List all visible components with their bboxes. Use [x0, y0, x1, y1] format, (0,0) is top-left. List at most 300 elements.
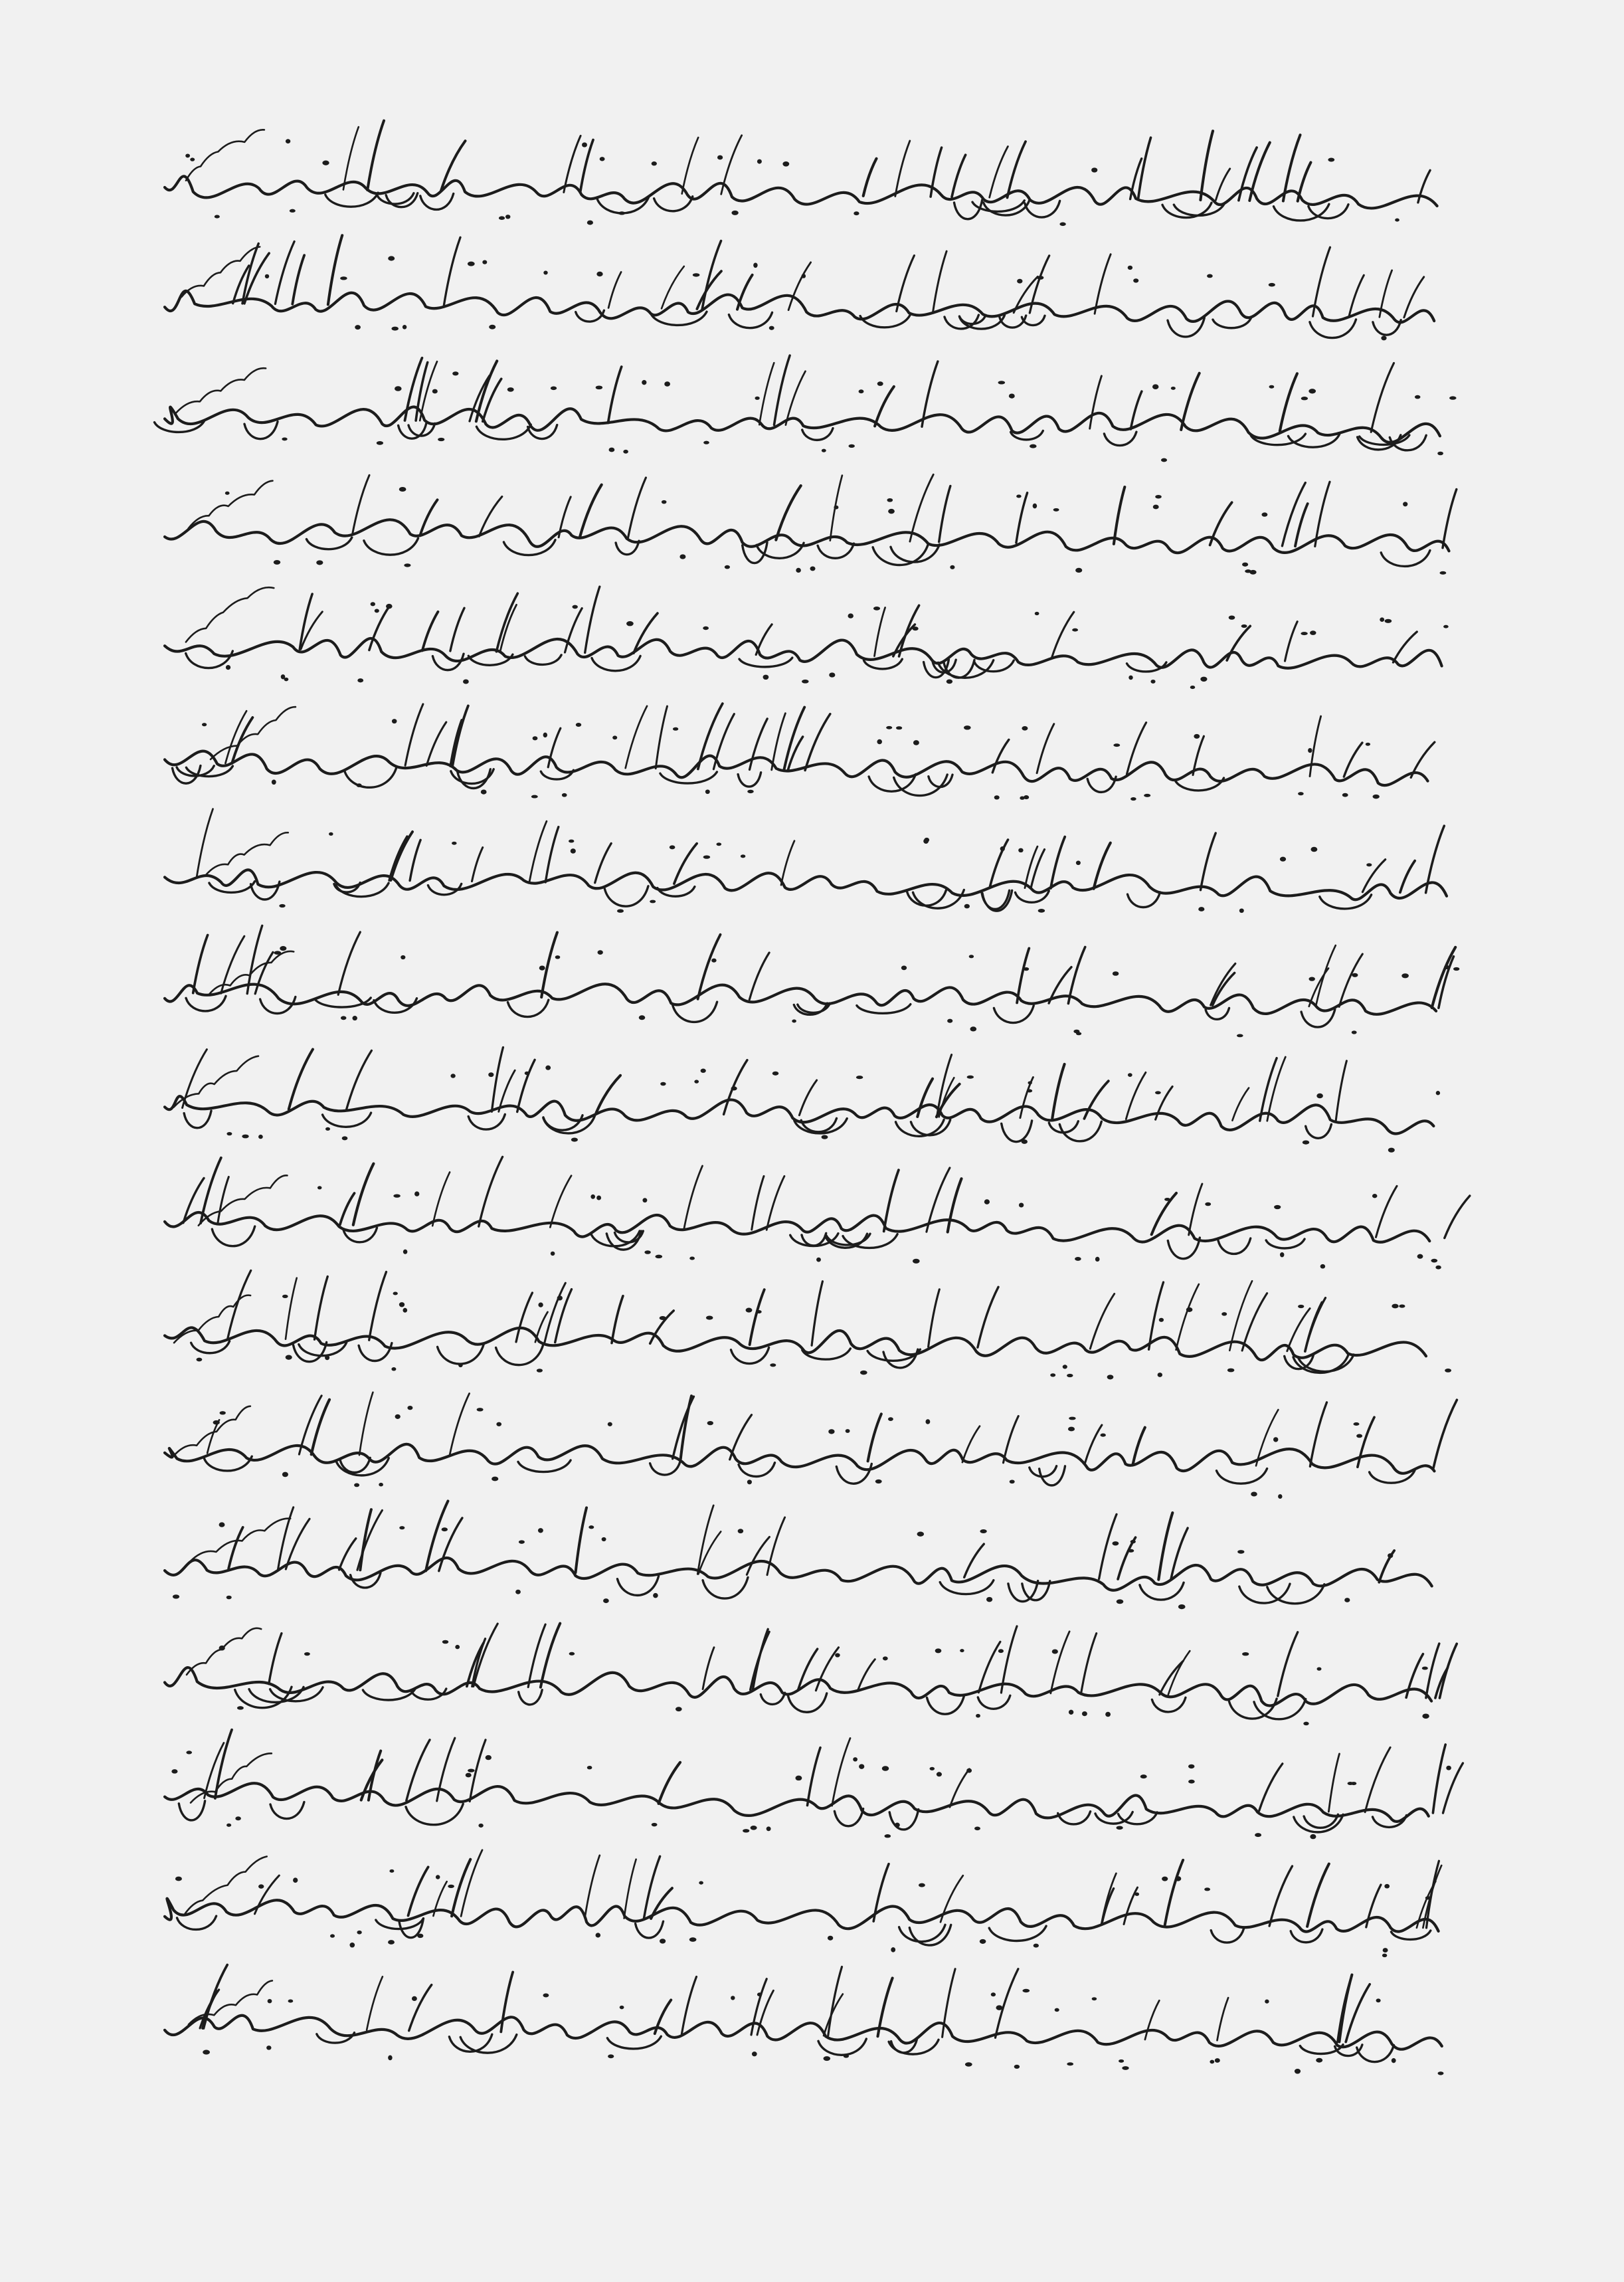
diacritic-dot: [1301, 632, 1307, 635]
diacritic-dot: [1161, 458, 1167, 462]
diacritic-dot: [185, 153, 190, 157]
diacritic-dot: [1303, 1722, 1308, 1726]
diacritic-dot: [389, 1869, 394, 1873]
diacritic-dot: [913, 1259, 920, 1264]
diacritic-dot: [576, 723, 581, 727]
diacritic-dot: [1175, 1876, 1181, 1881]
diacritic-dot: [1443, 625, 1449, 628]
diacritic-dot: [964, 904, 970, 909]
diacritic-dot: [539, 965, 545, 970]
diacritic-dot: [279, 904, 285, 907]
diacritic-dot: [569, 840, 574, 843]
diacritic-dot: [1401, 973, 1409, 978]
diacritic-dot: [1403, 502, 1407, 506]
diacritic-dot: [884, 1834, 891, 1838]
diacritic-dot: [844, 2054, 849, 2057]
diacritic-dot: [996, 2005, 1002, 2010]
diacritic-dot: [828, 1936, 833, 1941]
diacritic-dot: [496, 1422, 501, 1426]
diacritic-dot: [293, 1877, 298, 1883]
diacritic-dot: [998, 1649, 1004, 1653]
diacritic-dot: [1395, 219, 1399, 222]
diacritic-dot: [486, 1755, 492, 1760]
diacritic-dot: [482, 260, 487, 264]
diacritic-dot: [984, 1199, 990, 1204]
diacritic-dot: [1352, 973, 1358, 977]
diacritic-dot: [596, 385, 603, 389]
diacritic-dot: [824, 2056, 830, 2061]
diacritic-dot: [1308, 977, 1314, 981]
diacritic-dot: [770, 1363, 776, 1367]
diacritic-dot: [1221, 1312, 1227, 1316]
diacritic-dot: [1453, 967, 1459, 971]
diacritic-dot: [399, 1302, 405, 1307]
diacritic-dot: [1417, 1254, 1423, 1259]
diacritic-dot: [1273, 1437, 1278, 1442]
diacritic-dot: [1278, 1494, 1282, 1499]
diacritic-dot: [960, 1649, 964, 1652]
diacritic-dot: [731, 1086, 737, 1090]
diacritic-dot: [1348, 1782, 1354, 1785]
diacritic-dot: [175, 1877, 182, 1881]
diacritic-dot: [1280, 1252, 1284, 1257]
diacritic-dot: [1134, 1892, 1139, 1895]
diacritic-dot: [969, 955, 974, 958]
diacritic-dot: [489, 325, 496, 330]
diacritic-dot: [1352, 1030, 1357, 1034]
diacritic-dot: [1353, 1422, 1359, 1426]
diacritic-dot: [1383, 1948, 1388, 1952]
diacritic-dot: [970, 1026, 976, 1031]
diacritic-dot: [1020, 796, 1024, 799]
diacritic-dot: [417, 1934, 423, 1939]
diacritic-dot: [660, 1939, 666, 1943]
diacritic-dot: [1053, 508, 1059, 512]
diacritic-dot: [481, 790, 487, 795]
diacritic-dot: [986, 1597, 992, 1602]
diacritic-dot: [1075, 568, 1082, 573]
diacritic-dot: [242, 1135, 248, 1139]
diacritic-dot: [403, 1308, 407, 1313]
diacritic-dot: [282, 437, 287, 440]
diacritic-dot: [1024, 967, 1029, 971]
diacritic-dot: [795, 1776, 802, 1781]
diacritic-dot: [623, 450, 628, 454]
diacritic-dot: [717, 155, 723, 160]
diacritic-dot: [468, 262, 475, 266]
diacritic-dot: [1438, 2071, 1444, 2075]
diacritic-dot: [994, 795, 1000, 799]
diacritic-dot: [1269, 283, 1275, 287]
diacritic-dot: [1033, 504, 1038, 509]
diacritic-dot: [379, 1483, 383, 1487]
diacritic-dot: [792, 1020, 796, 1023]
diacritic-dot: [642, 380, 646, 385]
diacritic-dot: [976, 1714, 980, 1718]
diacritic-dot: [1035, 612, 1039, 615]
diacritic-dot: [357, 678, 363, 682]
diacritic-dot: [769, 326, 774, 330]
diacritic-dot: [538, 1528, 543, 1533]
diacritic-dot: [747, 1479, 752, 1484]
diacritic-dot: [1200, 677, 1207, 682]
diacritic-dot: [1242, 1652, 1249, 1656]
diacritic-dot: [304, 1652, 310, 1656]
diacritic-dot: [452, 371, 458, 375]
diacritic-dot: [1366, 863, 1372, 866]
diacritic-dot: [1164, 1198, 1170, 1201]
diacritic-dot: [755, 397, 759, 400]
diacritic-dot: [699, 1881, 703, 1885]
diacritic-dot: [1144, 794, 1150, 797]
diacritic-dot: [499, 216, 505, 220]
diacritic-dot: [1227, 1369, 1235, 1373]
diacritic-dot: [284, 678, 289, 681]
diacritic-dot: [220, 1411, 226, 1414]
diacritic-dot: [1030, 444, 1036, 448]
diacritic-dot: [848, 444, 854, 448]
diacritic-dot: [600, 157, 605, 161]
diacritic-dot: [802, 680, 809, 684]
diacritic-dot: [1162, 1877, 1168, 1881]
diacritic-dot: [612, 735, 617, 739]
diacritic-dot: [703, 626, 709, 630]
diacritic-dot: [399, 1526, 405, 1529]
diacritic-dot: [913, 740, 919, 745]
diacritic-dot: [725, 565, 730, 569]
diacritic-dot: [477, 1408, 484, 1411]
diacritic-dot: [1392, 2058, 1396, 2063]
diacritic-dot: [226, 1596, 232, 1600]
diacritic-dot: [835, 1653, 840, 1657]
diacritic-dot: [1128, 676, 1133, 680]
diacritic-dot: [215, 215, 220, 219]
diacritic-dot: [1075, 1257, 1081, 1261]
diacritic-dot: [731, 211, 738, 215]
diacritic-dot: [609, 448, 615, 452]
diacritic-dot: [846, 1429, 850, 1433]
diacritic-dot: [388, 2055, 393, 2061]
diacritic-dot: [1310, 1834, 1316, 1839]
diacritic-dot: [543, 1994, 549, 1998]
diacritic-dot: [670, 845, 676, 849]
diacritic-dot: [538, 1303, 543, 1307]
diacritic-dot: [173, 1594, 179, 1598]
diacritic-dot: [596, 1933, 601, 1937]
diacritic-dot: [877, 739, 882, 745]
diacritic-dot: [608, 1422, 612, 1426]
diacritic-dot: [1449, 396, 1457, 399]
diacritic-dot: [274, 560, 281, 565]
diacritic-dot: [442, 1527, 448, 1531]
diacritic-dot: [763, 675, 769, 680]
diacritic-dot: [1242, 563, 1248, 567]
diacritic-dot: [226, 1824, 231, 1827]
diacritic-dot: [377, 441, 383, 445]
diacritic-dot: [1186, 1307, 1193, 1312]
diacritic-dot: [707, 1421, 713, 1425]
diacritic-dot: [913, 626, 919, 630]
diacritic-dot: [537, 1369, 543, 1373]
diacritic-dot: [407, 1406, 412, 1410]
diacritic-dot: [1017, 279, 1022, 284]
diacritic-dot: [1316, 1093, 1323, 1098]
diacritic-dot: [403, 325, 406, 330]
diacritic-dot: [1308, 748, 1312, 753]
diacritic-dot: [998, 381, 1005, 384]
diacritic-dot: [468, 1768, 475, 1772]
diacritic-dot: [1376, 1998, 1381, 2002]
diacritic-dot: [1437, 452, 1443, 456]
diacritic-dot: [590, 1194, 595, 1199]
diacritic-dot: [1356, 1434, 1362, 1438]
diacritic-dot: [1310, 847, 1317, 852]
diacritic-dot: [1076, 1032, 1081, 1036]
diacritic-dot: [822, 449, 826, 452]
diacritic-dot: [1422, 1667, 1428, 1670]
diacritic-dot: [455, 1645, 460, 1649]
diacritic-dot: [1067, 1374, 1073, 1377]
diacritic-dot: [1113, 971, 1119, 976]
diacritic-dot: [329, 832, 333, 836]
diacritic-dot: [829, 672, 835, 677]
diacritic-dot: [1241, 624, 1247, 628]
diacritic-dot: [282, 1472, 288, 1477]
diacritic-dot: [875, 1479, 882, 1483]
diacritic-dot: [716, 842, 721, 846]
diacritic-dot: [442, 1640, 448, 1644]
diacritic-dot: [1435, 1266, 1441, 1270]
diacritic-dot: [1265, 2000, 1269, 2004]
diacritic-dot: [1210, 2060, 1214, 2064]
diacritic-dot: [1342, 793, 1348, 797]
diacritic-dot: [1373, 795, 1380, 799]
diacritic-dot: [1158, 1373, 1162, 1377]
diacritic-dot: [286, 139, 290, 143]
diacritic-dot: [258, 1884, 264, 1888]
diacritic-dot: [1091, 167, 1097, 172]
diacritic-dot: [603, 1598, 609, 1603]
diacritic-dot: [626, 621, 634, 626]
diacritic-dot: [1415, 395, 1421, 399]
diacritic-dot: [947, 680, 952, 684]
diacritic-dot: [935, 1648, 942, 1653]
diacritic-dot: [388, 1940, 395, 1945]
diacritic-dot: [673, 727, 678, 731]
diacritic-dot: [403, 1250, 407, 1254]
diacritic-dot: [190, 157, 195, 161]
diacritic-dot: [533, 736, 538, 740]
diacritic-dot: [1190, 686, 1195, 689]
diacritic-dot: [1298, 792, 1304, 795]
diacritic-dot: [555, 955, 561, 959]
diacritic-dot: [1317, 1667, 1322, 1670]
diacritic-dot: [543, 733, 547, 737]
diacritic-dot: [950, 565, 954, 569]
diacritic-dot: [463, 680, 469, 684]
diacritic-dot: [1316, 2058, 1322, 2063]
diacritic-dot: [330, 1934, 335, 1937]
diacritic-dot: [1076, 861, 1081, 866]
diacritic-dot: [802, 274, 806, 278]
diacritic-dot: [888, 1417, 893, 1421]
diacritic-dot: [1301, 397, 1308, 400]
diacritic-dot: [1204, 1887, 1210, 1891]
diacritic-dot: [452, 842, 457, 845]
diacritic-dot: [557, 1295, 563, 1300]
diacritic-dot: [856, 1076, 863, 1079]
diacritic-dot: [991, 1992, 996, 1996]
diacritic-dot: [1034, 1944, 1039, 1948]
diacritic-dot: [404, 563, 410, 567]
diacritic-dot: [652, 1823, 658, 1826]
diacritic-dot: [272, 780, 276, 785]
diacritic-dot: [375, 609, 379, 613]
diacritic-dot: [395, 386, 402, 391]
diacritic-dot: [620, 2006, 624, 2010]
diacritic-dot: [551, 1252, 555, 1256]
diacritic-dot: [450, 1074, 455, 1078]
diacritic-dot: [392, 719, 397, 723]
diacritic-dot: [1052, 1650, 1058, 1654]
diacritic-dot: [602, 1537, 606, 1541]
diacritic-dot: [679, 554, 685, 559]
diacritic-dot: [414, 1191, 419, 1196]
diacritic-dot: [1055, 2008, 1059, 2012]
diacritic-dot: [1320, 1264, 1325, 1269]
diacritic-dot: [1101, 1434, 1106, 1437]
diacritic-dot: [1425, 1896, 1431, 1899]
diacritic-dot: [810, 566, 815, 571]
diacritic-dot: [664, 381, 670, 387]
diacritic-dot: [772, 1072, 779, 1076]
diacritic-dot: [1069, 1710, 1073, 1715]
diacritic-dot: [525, 1072, 529, 1075]
diacritic-dot: [644, 1250, 650, 1254]
diacritic-dot: [757, 1310, 762, 1313]
diacritic-dot: [1027, 1089, 1032, 1092]
diacritic-dot: [1444, 965, 1449, 969]
diacritic-dot: [919, 1883, 925, 1887]
diacritic-dot: [399, 487, 406, 492]
diacritic-dot: [1399, 1305, 1405, 1308]
diacritic-dot: [186, 1751, 192, 1754]
diacritic-dot: [401, 955, 405, 959]
diacritic-dot: [1112, 1541, 1119, 1545]
diacritic-dot: [1261, 512, 1267, 516]
diacritic-dot: [888, 509, 895, 514]
diacritic-dot: [1422, 1713, 1429, 1719]
diacritic-dot: [213, 1420, 220, 1425]
diacritic-dot: [1155, 1091, 1161, 1094]
diacritic-dot: [1344, 1598, 1350, 1602]
diacritic-dot: [458, 1363, 463, 1367]
diacritic-dot: [964, 725, 971, 729]
diacritic-dot: [711, 959, 716, 963]
diacritic-dot: [676, 1707, 682, 1711]
diacritic-dot: [357, 783, 362, 787]
diacritic-dot: [551, 386, 557, 390]
diacritic-dot: [196, 1358, 202, 1362]
diacritic-dot: [388, 256, 395, 260]
diacritic-dot: [1431, 1259, 1437, 1263]
diacritic-dot: [1128, 1073, 1132, 1077]
diacritic-dot: [386, 604, 393, 609]
diacritic-dot: [393, 1194, 401, 1197]
diacritic-dot: [1229, 615, 1235, 619]
diacritic-dot: [877, 381, 883, 386]
diacritic-dot: [1022, 1989, 1030, 1992]
diacritic-dot: [639, 1015, 646, 1020]
diacritic-dot: [887, 498, 893, 502]
diacritic-dot: [980, 1939, 986, 1944]
diacritic-dot: [1159, 1318, 1164, 1322]
diacritic-dot: [1016, 494, 1022, 498]
diacritic-dot: [1366, 743, 1370, 746]
diacritic-dot: [571, 848, 576, 853]
diacritic-dot: [1092, 1997, 1097, 2000]
diacritic-dot: [288, 2000, 294, 2003]
diacritic-dot: [917, 1532, 924, 1537]
diacritic-dot: [393, 1291, 398, 1295]
diacritic-dot: [1205, 1202, 1211, 1206]
diacritic-dot: [1037, 276, 1043, 280]
diacritic-dot: [1303, 1141, 1309, 1145]
diacritic-dot: [925, 1419, 930, 1424]
diacritic-dot: [1130, 797, 1136, 801]
diacritic-dot: [895, 1823, 900, 1828]
diacritic-dot: [1068, 1427, 1075, 1432]
diacritic-dot: [478, 1824, 483, 1828]
diacritic-dot: [751, 1826, 757, 1830]
diacritic-dot: [587, 1766, 592, 1769]
diacritic-dot: [1310, 630, 1316, 635]
diacritic-dot: [1207, 274, 1213, 278]
diacritic-dot: [1188, 1780, 1195, 1784]
diacritic-dot: [1388, 1148, 1395, 1153]
diacritic-dot: [1440, 571, 1447, 575]
diacritic-dot: [1381, 335, 1386, 340]
diacritic-dot: [1010, 1479, 1015, 1483]
diacritic-dot: [588, 1525, 594, 1529]
diacritic-dot: [219, 1522, 225, 1527]
diacritic-dot: [1388, 1553, 1393, 1558]
diacritic-dot: [1153, 505, 1159, 510]
diacritic-dot: [466, 1773, 472, 1778]
diacritic-dot: [432, 389, 438, 394]
diacritic-dot: [203, 2050, 210, 2055]
diacritic-dot: [886, 726, 892, 729]
diacritic-dot: [1072, 628, 1078, 632]
diacritic-dot: [891, 1947, 895, 1952]
diacritic-dot: [883, 1656, 888, 1660]
diacritic-dot: [828, 1429, 834, 1434]
diacritic-dot: [1022, 1139, 1028, 1144]
diacritic-dot: [980, 1529, 986, 1533]
diacritic-dot: [705, 789, 710, 794]
diacritic-dot: [937, 1772, 942, 1776]
diacritic-dot: [1194, 734, 1200, 739]
diacritic-dot: [341, 1016, 346, 1020]
diacritic-dot: [1095, 1257, 1100, 1262]
diacritic-dot: [572, 605, 577, 609]
diacritic-dot: [1063, 1365, 1067, 1369]
diacritic-dot: [741, 854, 745, 858]
diacritic-dot: [1384, 1884, 1390, 1889]
diacritic-dot: [1022, 726, 1028, 731]
diacritic-dot: [266, 2045, 271, 2050]
diacritic-dot: [1119, 2059, 1124, 2063]
